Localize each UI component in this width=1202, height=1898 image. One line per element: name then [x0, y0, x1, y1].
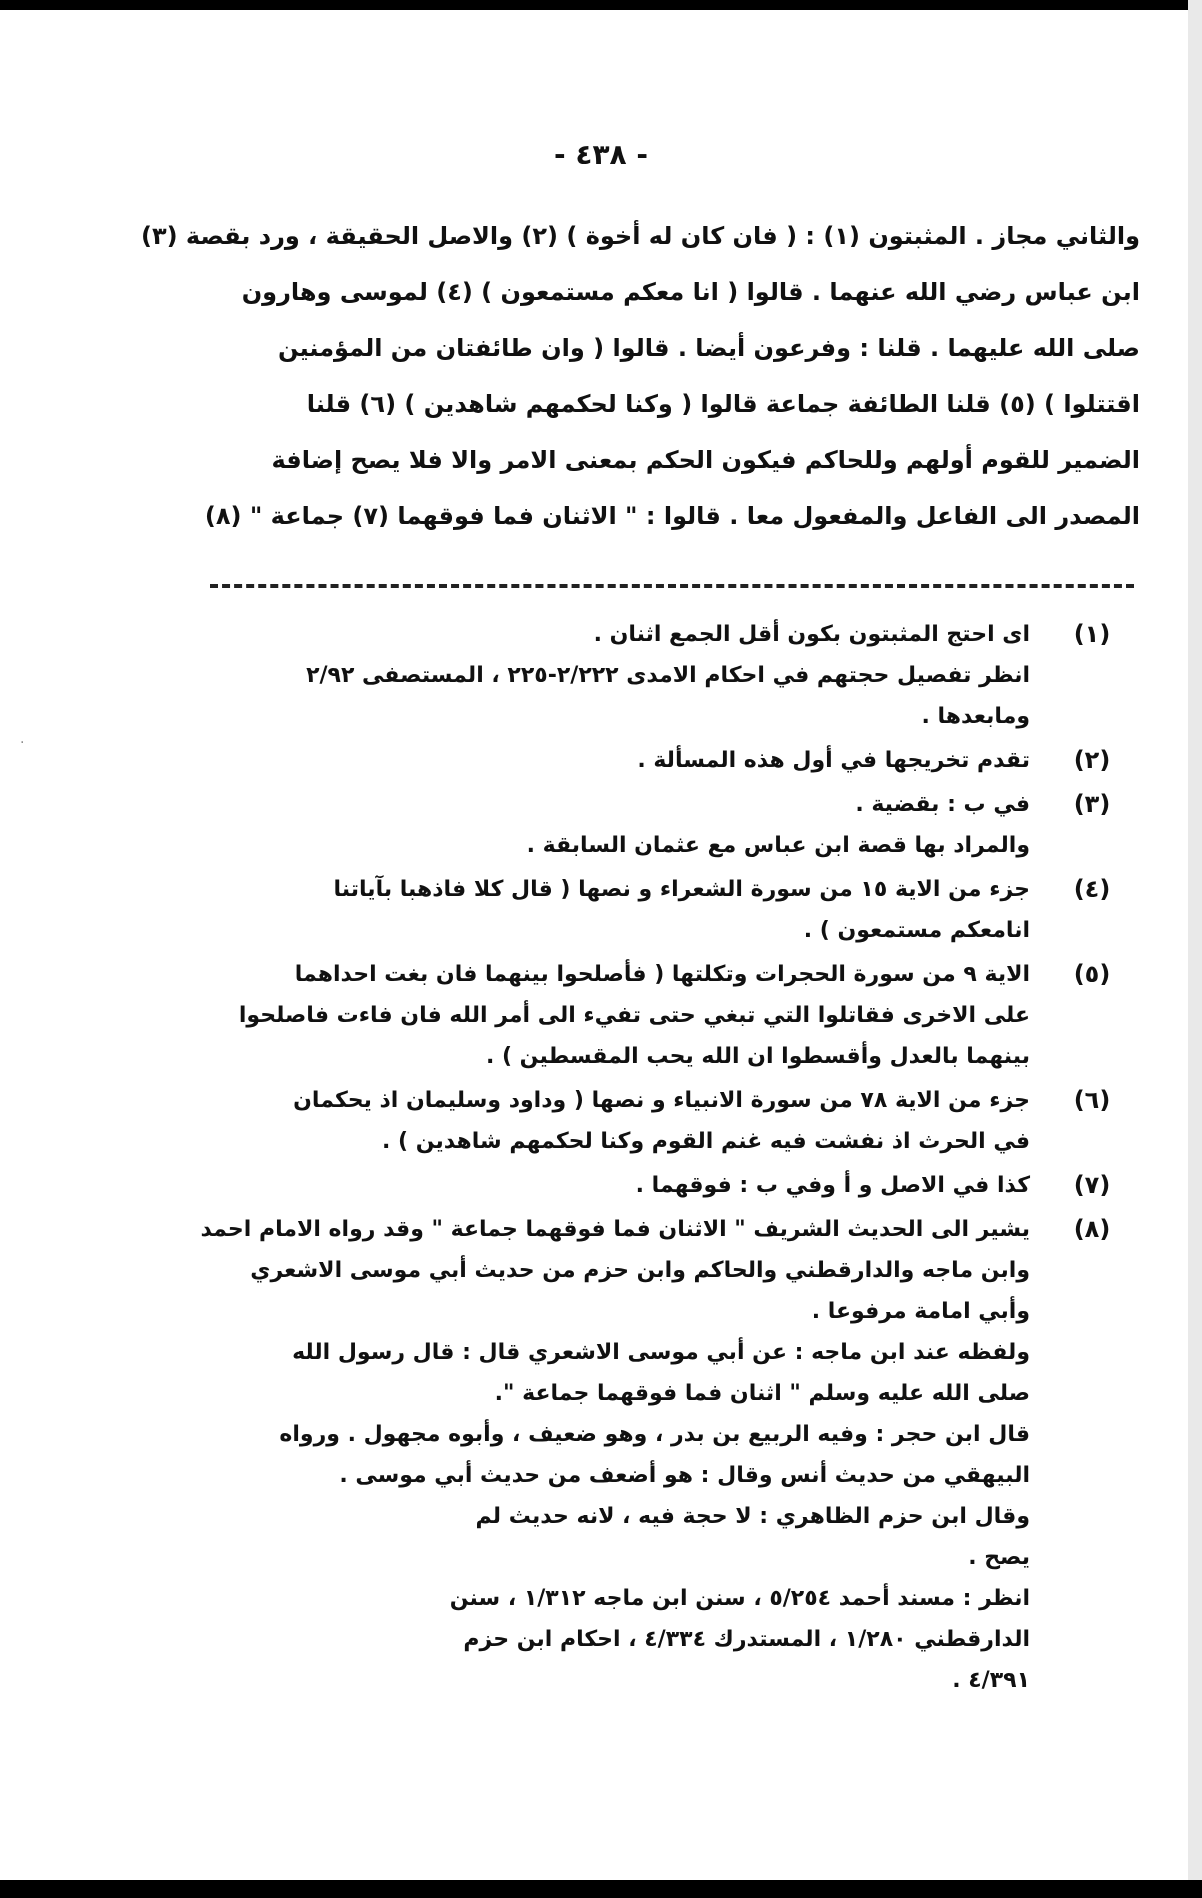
footnote-line: وقال ابن حزم الظاهري : لا حجة فيه ، لانه حديث لم	[475, 1504, 1030, 1529]
scan-margin-mark: ·	[20, 735, 25, 751]
footnote-line: في الحرث اذ نفشت فيه غنم القوم وكنا لحكمهم شاهدين ) .	[382, 1129, 1030, 1154]
footnote-line: اى احتج المثبتون بكون أقل الجمع اثنان .	[593, 622, 1030, 647]
footnote-2	[140, 740, 1140, 781]
body-line: صلى الله عليهما . قلنا : وفرعون أيضا . قالوا ( وان طائفتان من المؤمنين	[278, 334, 1140, 362]
footnote-line: يصح .	[968, 1545, 1030, 1570]
footnote-line: يشير الى الحديث الشريف " الاثنان فما فوقهما جماعة " وقد رواه الامام احمد	[200, 1217, 1030, 1242]
scan-bottom-border	[0, 1880, 1202, 1898]
footnote-line: انظر تفصيل حجتهم في احكام الامدى ٢/٢٢٢-٢٢٥ ، المستصفى ٢/٩٢	[306, 663, 1030, 688]
footnote-1	[140, 614, 1140, 737]
footnote-text	[140, 740, 1044, 781]
footnote-6	[140, 1080, 1140, 1162]
footnote-number: (٦)	[1073, 1086, 1111, 1114]
footnote-divider	[210, 584, 1134, 588]
footnote-5	[140, 954, 1140, 1077]
footnote-line: انظر : مسند أحمد ٥/٢٥٤ ، سنن ابن ماجه ١/٣١٢ ، سنن	[449, 1586, 1030, 1611]
footnote-text	[140, 614, 1044, 737]
footnote-3	[140, 784, 1140, 866]
footnote-line: وابن ماجه والدارقطني والحاكم وابن حزم من حديث أبي موسى الاشعري	[250, 1258, 1030, 1283]
footnote-text	[140, 1165, 1044, 1206]
footnote-line: انامعكم مستمعون ) .	[803, 918, 1030, 943]
footnote-line: ٤/٣٩١ .	[952, 1668, 1030, 1693]
body-line: اقتتلوا ) (٥) قلنا الطائفة جماعة قالوا ( وكنا لحكمهم شاهدين ) (٦) قلنا	[306, 390, 1140, 418]
footnotes-section	[140, 614, 1140, 1704]
footnote-line: تقدم تخريجها في أول هذه المسألة .	[637, 748, 1030, 773]
scan-right-border	[1188, 0, 1202, 1898]
footnote-line: قال ابن حجر : وفيه الربيع بن بدر ، وهو ضعيف ، وأبوه مجهول . ورواه	[279, 1422, 1030, 1447]
footnote-line: والمراد بها قصة ابن عباس مع عثمان السابقة .	[526, 833, 1030, 858]
footnote-text	[140, 784, 1044, 866]
body-line: ابن عباس رضي الله عنهما . قالوا ( انا معكم مستمعون ) (٤) لموسى وهارون	[241, 278, 1140, 306]
footnote-text	[140, 1080, 1044, 1162]
footnote-7	[140, 1165, 1140, 1206]
footnote-text	[140, 1209, 1044, 1701]
footnote-line: جزء من الاية ٧٨ من سورة الانبياء و نصها ( وداود وسليمان اذ يحكمان	[293, 1088, 1030, 1113]
footnote-number: (٢)	[1073, 746, 1111, 774]
page-number: - ٤٣٨ -	[553, 138, 649, 171]
footnote-text	[140, 954, 1044, 1077]
footnote-line: كذا في الاصل و أ وفي ب : فوقهما .	[635, 1173, 1030, 1198]
footnote-number: (٧)	[1073, 1171, 1111, 1199]
body-line: والثاني مجاز . المثبتون (١) : ( فان كان له أخوة ) (٢) والاصل الحقيقة ، ورد بقصة (٣)	[140, 222, 1140, 250]
main-body-text	[140, 208, 1140, 544]
footnote-number: (٥)	[1073, 960, 1111, 988]
footnote-line: البيهقي من حديث أنس وقال : هو أضعف من حديث أبي موسى .	[339, 1463, 1030, 1488]
footnote-line: الدارقطني ١/٢٨٠ ، المستدرك ٤/٣٣٤ ، احكام ابن حزم	[463, 1627, 1030, 1652]
footnote-number: (٤)	[1073, 875, 1111, 903]
scan-top-border	[0, 0, 1202, 10]
footnote-number: (٨)	[1073, 1215, 1111, 1243]
footnote-text	[140, 869, 1044, 951]
footnote-line: ومابعدها .	[921, 704, 1030, 729]
footnote-number: (٣)	[1073, 790, 1111, 818]
footnote-line: الاية ٩ من سورة الحجرات وتكلتها ( فأصلحوا بينهما فان بغت احداهما	[294, 962, 1030, 987]
footnote-line: جزء من الاية ١٥ من سورة الشعراء و نصها ( قال كلا فاذهبا بآياتنا	[333, 877, 1030, 902]
footnote-number: (١)	[1073, 620, 1111, 648]
body-line: الضمير للقوم أولهم وللحاكم فيكون الحكم بمعنى الامر والا فلا يصح إضافة	[271, 446, 1140, 474]
footnote-line: على الاخرى فقاتلوا التي تبغي حتى تفيء الى أمر الله فان فاءت فاصلحوا	[238, 1003, 1030, 1028]
footnote-line: صلى الله عليه وسلم " اثنان فما فوقهما جماعة ".	[494, 1381, 1030, 1406]
footnote-4	[140, 869, 1140, 951]
footnote-line: في ب : بقضية .	[855, 792, 1030, 817]
footnote-line: ولفظه عند ابن ماجه : عن أبي موسى الاشعري قال : قال رسول الله	[292, 1340, 1030, 1365]
footnote-8	[140, 1209, 1140, 1701]
body-line: المصدر الى الفاعل والمفعول معا . قالوا : " الاثنان فما فوقهما (٧) جماعة " (٨)	[204, 502, 1140, 530]
footnote-line: وأبي امامة مرفوعا .	[811, 1299, 1030, 1324]
footnote-line: بينهما بالعدل وأقسطوا ان الله يحب المقسطين ) .	[485, 1044, 1030, 1069]
